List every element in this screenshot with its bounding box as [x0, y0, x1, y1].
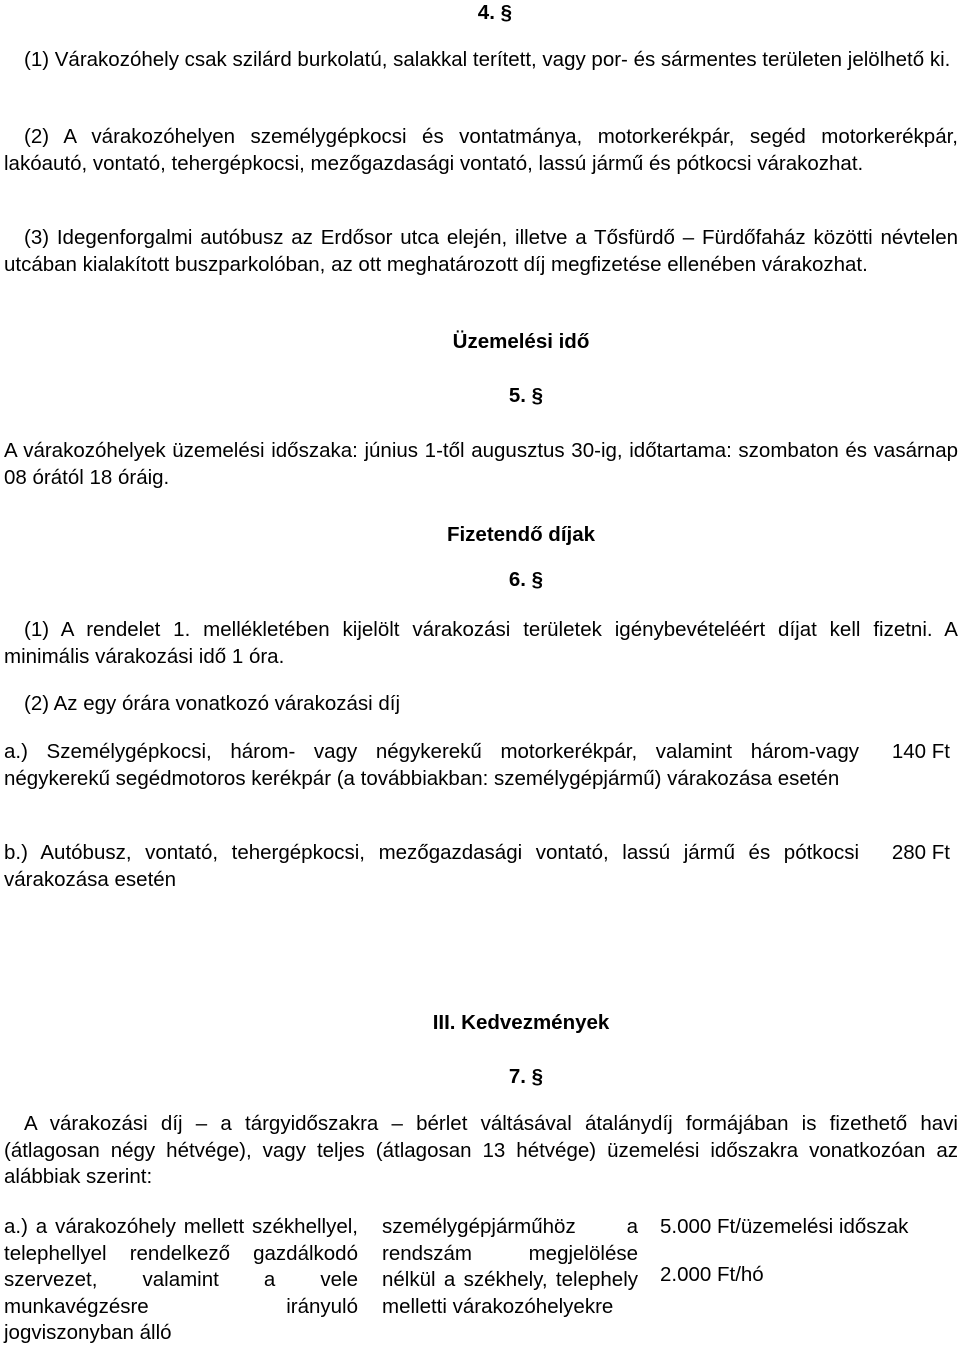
section-7-paragraph-1: A várakozási díj – a tárgyidőszakra – bérlet váltásával átalánydíj formájában is fizethető havi (átlagosan négy hétvége), vagy teljes (átlagosan 13 hétvége) üzemelési időszakra vonatkozóan az alábbiak szerint: [4, 1112, 958, 1188]
chapter-3-title: III. Kedvezmények [432, 1011, 610, 1034]
fee-value: 140 Ft [891, 740, 950, 763]
section-7-heading: 7. § [508, 1065, 544, 1088]
fee-value: 280 Ft [891, 841, 950, 864]
section-6-paragraph-1: (1) A rendelet 1. mellékletében kijelölt várakozási területek igénybevételéért díjat kell fizetni. A minimális várakozási idő 1 óra. [4, 618, 958, 668]
section-5-heading: 5. § [508, 384, 544, 407]
discount-price-month: 2.000 Ft/hó [660, 1263, 764, 1286]
discount-table [4, 1214, 958, 1349]
fee-description: b.) Autóbusz, vontató, tehergépkocsi, mezőgazdasági vontató, lassú jármű és pótkocsi várakozása esetén [4, 841, 859, 891]
section-4-paragraph-3: (3) Idegenforgalmi autóbusz az Erdősor utca elején, illetve a Tősfürdő – Fürdőfaház közötti névtelen utcában kialakított buszparkolóban, az ott meghatározott díj megfizetése ellenében várakozhat. [4, 226, 958, 276]
section-4-paragraph-2: (2) A várakozóhelyen személygépkocsi és vontatmánya, motorkerékpár, segéd motorkerékpár, lakóautó, vontató, tehergépkocsi, mezőgazdasági vontató, lassú jármű és pótkocsi várakozhat. [4, 125, 958, 175]
section-5-paragraph-1: A várakozóhelyek üzemelési időszaka: június 1-től augusztus 30-ig, időtartama: szombaton és vasárnap 08 órától 18 óráig. [4, 439, 958, 489]
section-5-title: Üzemelési idő [452, 330, 590, 353]
discount-price-period: 5.000 Ft/üzemelési időszak [660, 1215, 909, 1238]
section-4-paragraph-1: (1) Várakozóhely csak szilárd burkolatú, salakkal terített, vagy por- és sármentes területen jelölhető ki. [24, 48, 951, 71]
section-4-heading: 4. § [477, 1, 512, 24]
discount-eligible-party: a.) a várakozóhely mellett székhellyel, telephellyel rendelkező gazdálkodó szervezet, valamint a vele munkavégzésre irányuló jogviszonyban álló [4, 1215, 358, 1344]
fee-description: a.) Személygépkocsi, három- vagy négykerekű motorkerékpár, valamint három-vagy négykerekű segédmotoros kerékpár (a továbbiakban: személygépjármű) várakozása esetén [4, 740, 859, 790]
section-6-title: Fizetendő díjak [446, 523, 596, 546]
discount-scope: személygépjárműhöz a rendszám megjelölése nélkül a székhely, telephely melletti várakozóhelyekre [382, 1215, 638, 1318]
section-6-heading: 6. § [508, 568, 544, 591]
section-6-paragraph-2: (2) Az egy órára vonatkozó várakozási díj [24, 692, 401, 715]
